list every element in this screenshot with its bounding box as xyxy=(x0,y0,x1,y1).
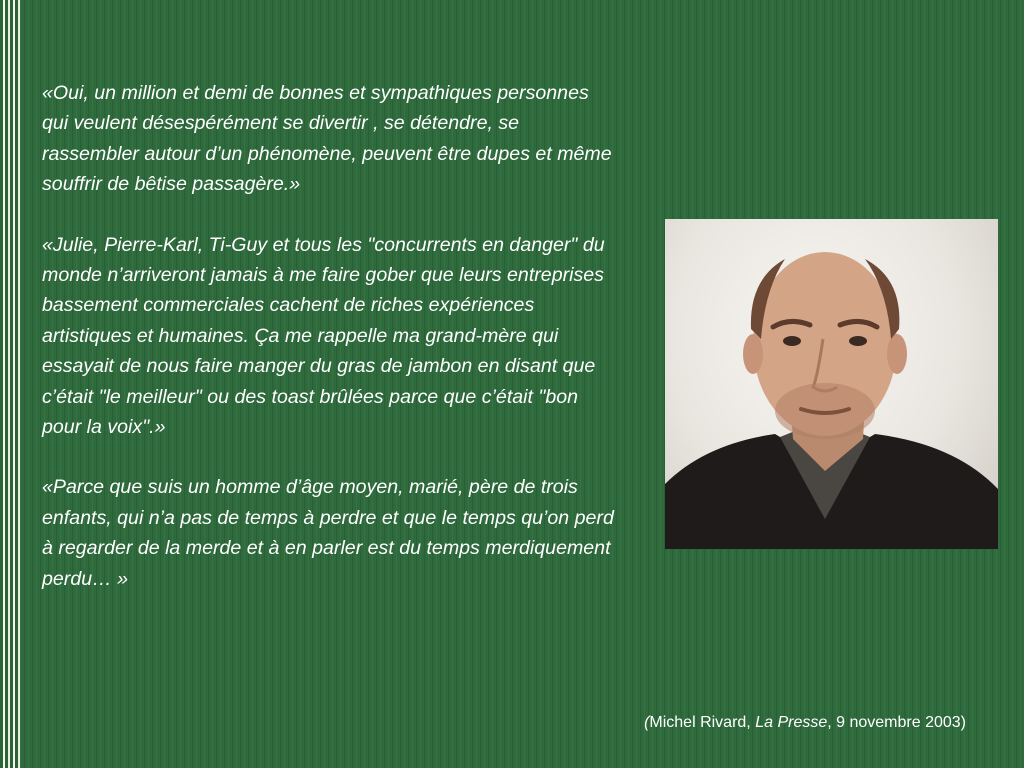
citation-publication: La Presse xyxy=(755,714,828,731)
decorative-edge-stripes xyxy=(0,0,20,768)
citation-author: Michel Rivard, xyxy=(649,714,756,731)
quote-paragraph-1: «Oui, un million et demi de bonnes et sympathiques personnes qui veulent désespérément se divertir , se détendre, se rassembler autour d’un phénomène, peuvent être dupes et même souffrir de bêtise passagère.» xyxy=(42,82,612,196)
citation-date: , 9 novembre 2003) xyxy=(827,714,966,731)
citation-open-paren: ( xyxy=(644,714,650,731)
portrait-illustration xyxy=(665,219,998,549)
author-portrait-photo xyxy=(665,219,998,549)
quote-paragraph-2: «Julie, Pierre-Karl, Ti-Guy et tous les "concurrents en danger" du monde n’arriveront jamais à me faire gober que leurs entreprises bassement commerciales cachent de riches expériences artistiques et humaines. Ça me rappelle ma grand-mère qui essayait de nous faire manger du gras de jambon en disant que c’était "le meilleur" ou des toast brûlées parce que c’était "bon pour la voix".» xyxy=(42,233,605,439)
quote-paragraph-3: «Parce que suis un homme d’âge moyen, marié, père de trois enfants, qui n’a pas de temps à perdre et que le temps qu’on perd à regarder de la merde et à en parler est du temps merdiquement perdu… » xyxy=(42,476,614,590)
quote-block xyxy=(42,78,617,624)
citation xyxy=(644,714,966,732)
